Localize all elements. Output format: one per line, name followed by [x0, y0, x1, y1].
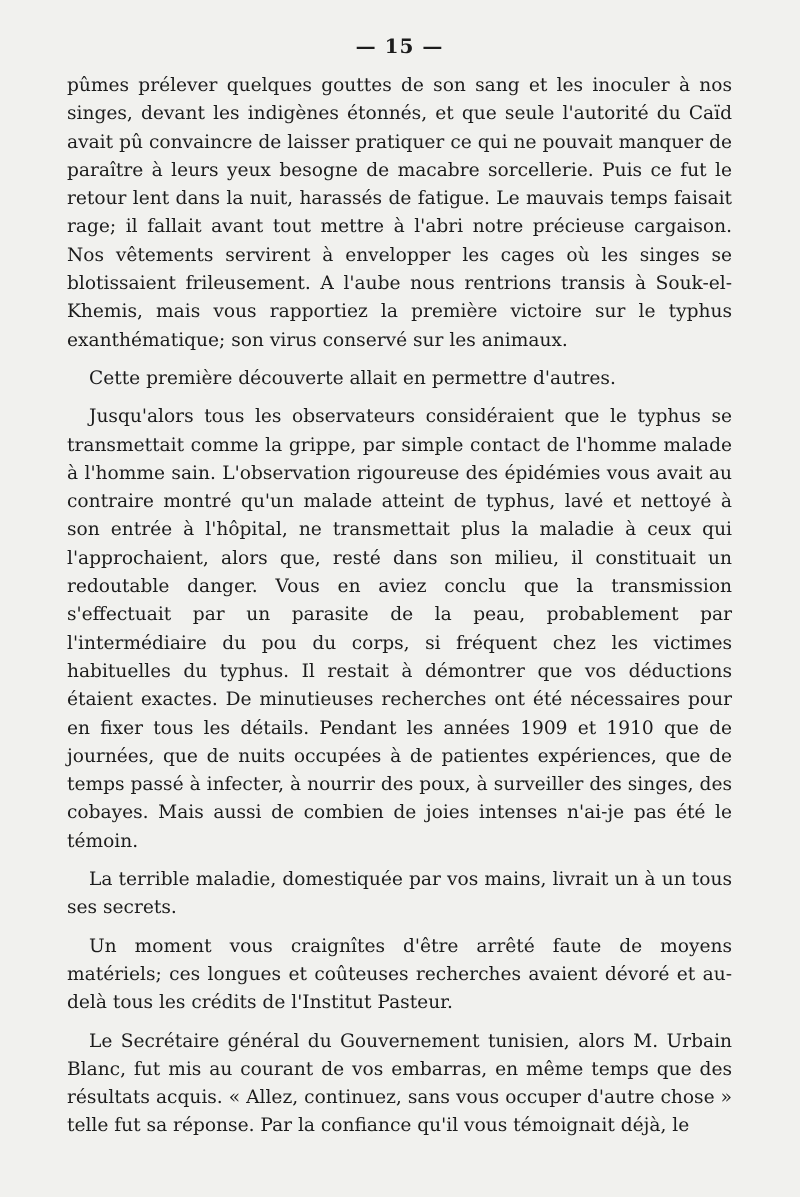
paragraph: Le Secrétaire général du Gouvernement tunisien, alors M. Urbain Blanc, fut mis au courant de vos embarras, en même temps que des résultats acquis. « Allez, continuez, sans vous occuper d'autre chose » telle fut sa réponse. Par la confiance qu'il vous témoignait déjà, le: [67, 1030, 732, 1137]
body-text: [67, 72, 732, 1141]
paragraph: Jusqu'alors tous les observateurs considéraient que le typhus se transmettait comme la grippe, par simple contact de l'homme malade à l'homme sain. L'observation rigoureuse des épidémies vous avait au contraire montré qu'un malade atteint de typhus, lavé et nettoyé à son entrée à l'hôpital, ne transmettait plus la maladie à ceux qui l'approchaient, alors que, resté dans son milieu, il constituait un redoutable danger. Vous en aviez conclu que la transmission s'effectuait par un parasite de la peau, probablement par l'intermédiaire du pou du corps, si fréquent chez les victimes habituelles du typhus. Il restait à démontrer que vos déductions étaient exactes. De minutieuses recherches ont été nécessaires pour en fixer tous les détails. Pendant les années 1909 et 1910 que de journées, que de nuits occupées à de patientes expériences, que de temps passé à infecter, à nourrir des poux, à surveiller des singes, des cobayes. Mais aussi de combien de joies intenses n'ai-je pas été le témoin.: [67, 406, 732, 852]
paragraph: pûmes prélever quelques gouttes de son sang et les inoculer à nos singes, devant les indigènes étonnés, et que seule l'autorité du Caïd avait pû convaincre de laisser pratiquer ce qui ne pouvait manquer de paraître à leurs yeux besogne de macabre sorcellerie. Puis ce fut le retour lent dans la nuit, harassés de fatigue. Le mauvais temps faisait rage; il fallait avant tout mettre à l'abri notre précieuse cargaison. Nos vêtements servirent à envelopper les cages où les singes se blotissaient frileusement. A l'aube nous rentrions transis à Souk-el-Khemis, mais vous rapportiez la première victoire sur le typhus exanthématique; son virus conservé sur les animaux.: [67, 75, 732, 351]
paragraph: Un moment vous craignîtes d'être arrêté faute de moyens matériels; ces longues et coûteuses recherches avaient dévoré et au-delà tous les crédits de l'Institut Pasteur.: [67, 935, 732, 1014]
paragraph: Cette première découverte allait en permettre d'autres.: [89, 367, 616, 389]
page-number: — 15 —: [355, 34, 444, 58]
paragraph: La terrible maladie, domestiquée par vos mains, livrait un à un tous ses secrets.: [67, 869, 732, 919]
